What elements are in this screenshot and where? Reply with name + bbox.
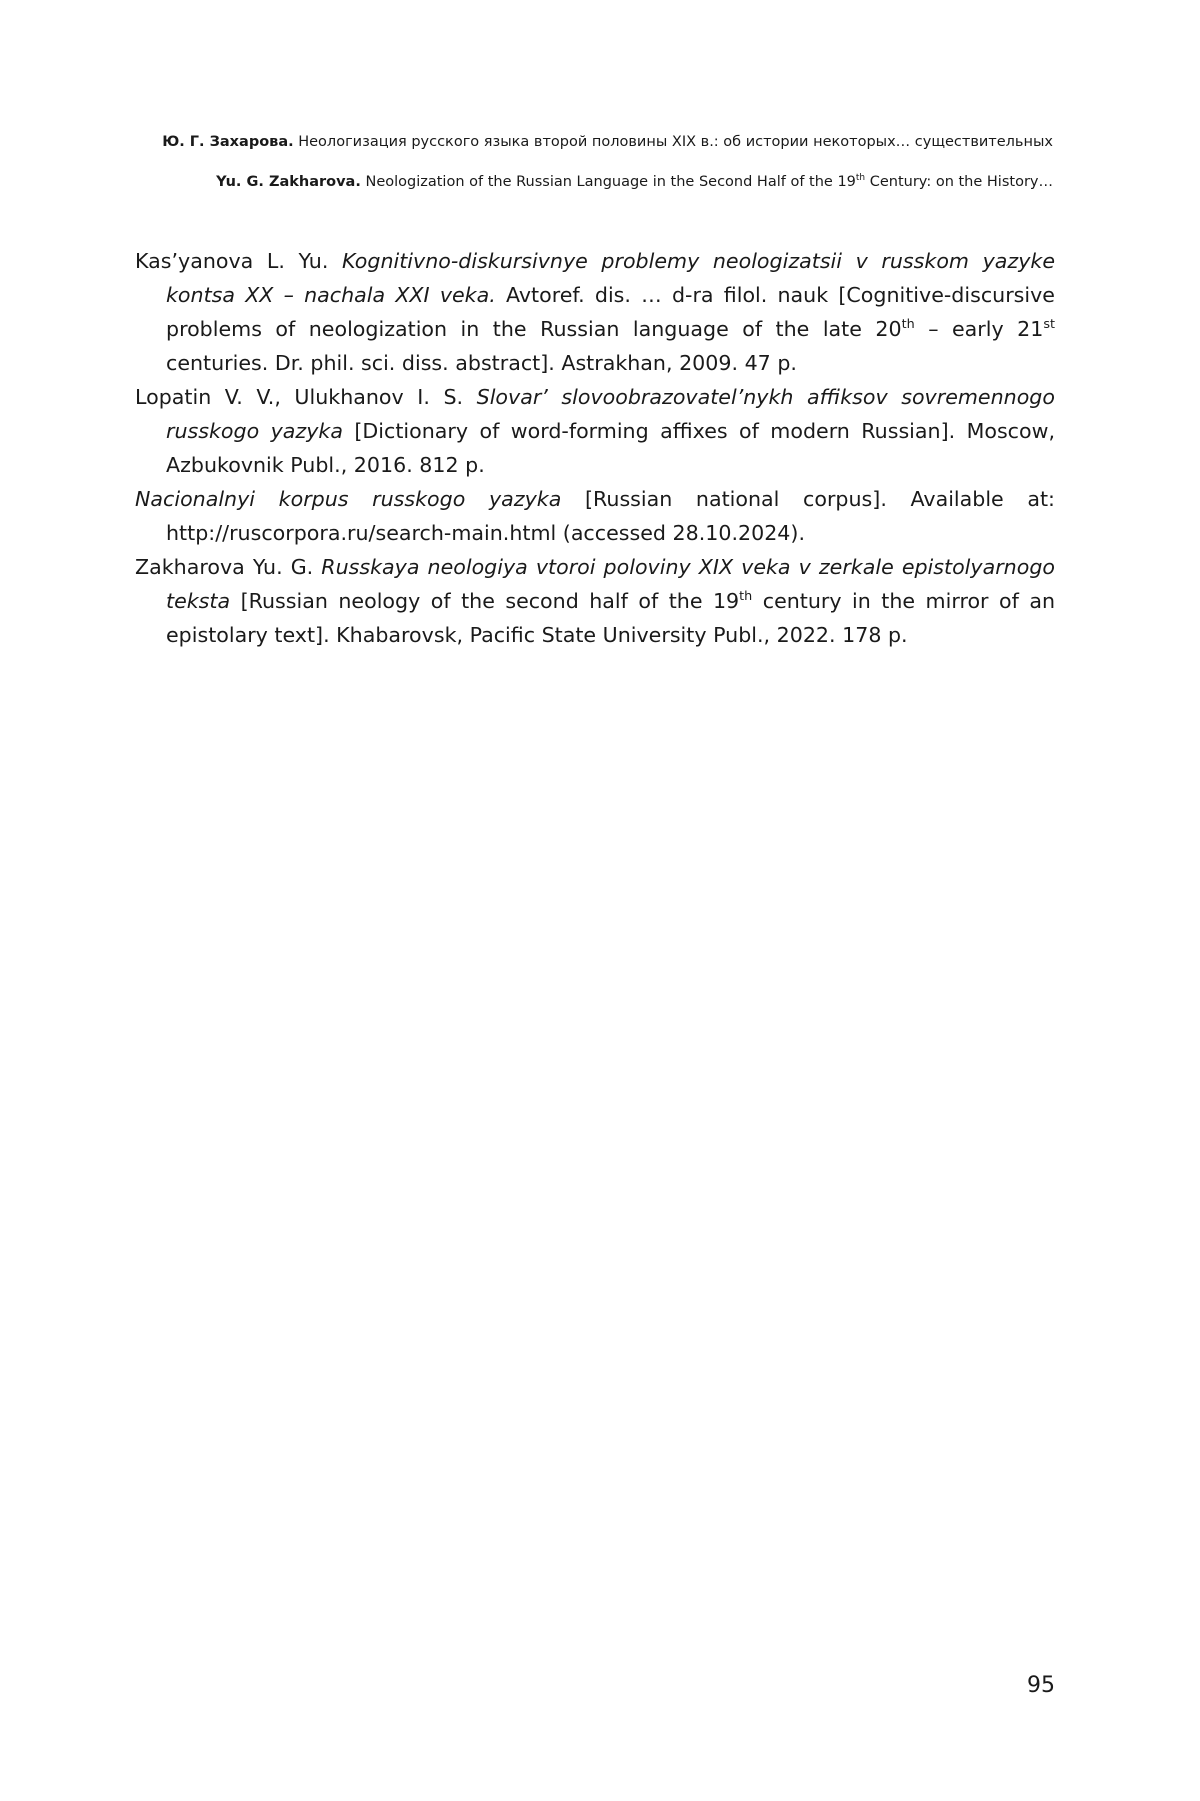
reference-details: [Russian neology of the second half of the 19 bbox=[230, 589, 740, 613]
running-header-ru-author: Ю. Г. Захарова. bbox=[162, 134, 294, 150]
reference-entry bbox=[135, 380, 1055, 482]
reference-title: Kognitivno-diskursivnye problemy neologizatsii v russkom yazyke kontsa XX – nachala XXI veka. bbox=[166, 249, 1055, 307]
reference-sup: st bbox=[1043, 316, 1055, 332]
reference-title: Slovar’ slovoobrazovatel’nykh affiksov sovremennogo russkogo yazyka bbox=[166, 385, 1055, 443]
reference-details: [Russian national corpus]. Available at: http://ruscorpora.ru/search-main.html (accessed 28.10.2024). bbox=[166, 487, 1055, 545]
running-header-en-title-end: Century: on the History… bbox=[865, 174, 1053, 190]
running-header-en-sup: th bbox=[855, 172, 866, 183]
reference-details: – early 21 bbox=[914, 317, 1044, 341]
reference-details: [Dictionary of word-forming affixes of modern Russian]. Moscow, Azbukovnik Publ., 2016. 812 p. bbox=[166, 419, 1055, 477]
running-header-en bbox=[93, 162, 1053, 202]
reference-entry bbox=[135, 550, 1055, 652]
reference-details: centuries. Dr. phil. sci. diss. abstract]. Astrakhan, 2009. 47 p. bbox=[166, 351, 797, 375]
reference-title: Russkaya neologiya vtoroi poloviny XIX veka v zerkale epistolyarnogo teksta bbox=[166, 555, 1055, 613]
running-header-ru-title: Неологизация русского языка второй половины XIX в.: об истории некоторых… существительных bbox=[293, 134, 1053, 150]
reference-entry bbox=[135, 244, 1055, 380]
reference-entry bbox=[135, 482, 1055, 550]
reference-details: Avtoref. dis. … d-ra filol. nauk [Cognitive-discursive problems of neologization in the Russian language of the late 20 bbox=[166, 283, 1055, 341]
running-header-en-author: Yu. G. Zakharova. bbox=[216, 174, 361, 190]
running-header-en-title: Neologization of the Russian Language in the Second Half of the 19 bbox=[360, 174, 856, 190]
reference-sup: th bbox=[739, 588, 753, 604]
reference-author: Zakharova Yu. G. bbox=[135, 555, 322, 579]
reference-title: Nacionalnyi korpus russkogo yazyka bbox=[135, 487, 562, 511]
reference-sup: th bbox=[901, 316, 915, 332]
reference-details: century in the mirror of an epistolary text]. Khabarovsk, Pacific State University Publ., 2022. 178 p. bbox=[166, 589, 1055, 647]
reference-author: Lopatin V. V., Ulukhanov I. S. bbox=[135, 385, 477, 409]
reference-list bbox=[135, 244, 1055, 652]
running-header-ru bbox=[93, 122, 1053, 162]
running-header bbox=[93, 122, 1053, 202]
reference-author: Kas’yanova L. Yu. bbox=[135, 249, 342, 273]
page-number: 95 bbox=[1027, 1673, 1055, 1698]
